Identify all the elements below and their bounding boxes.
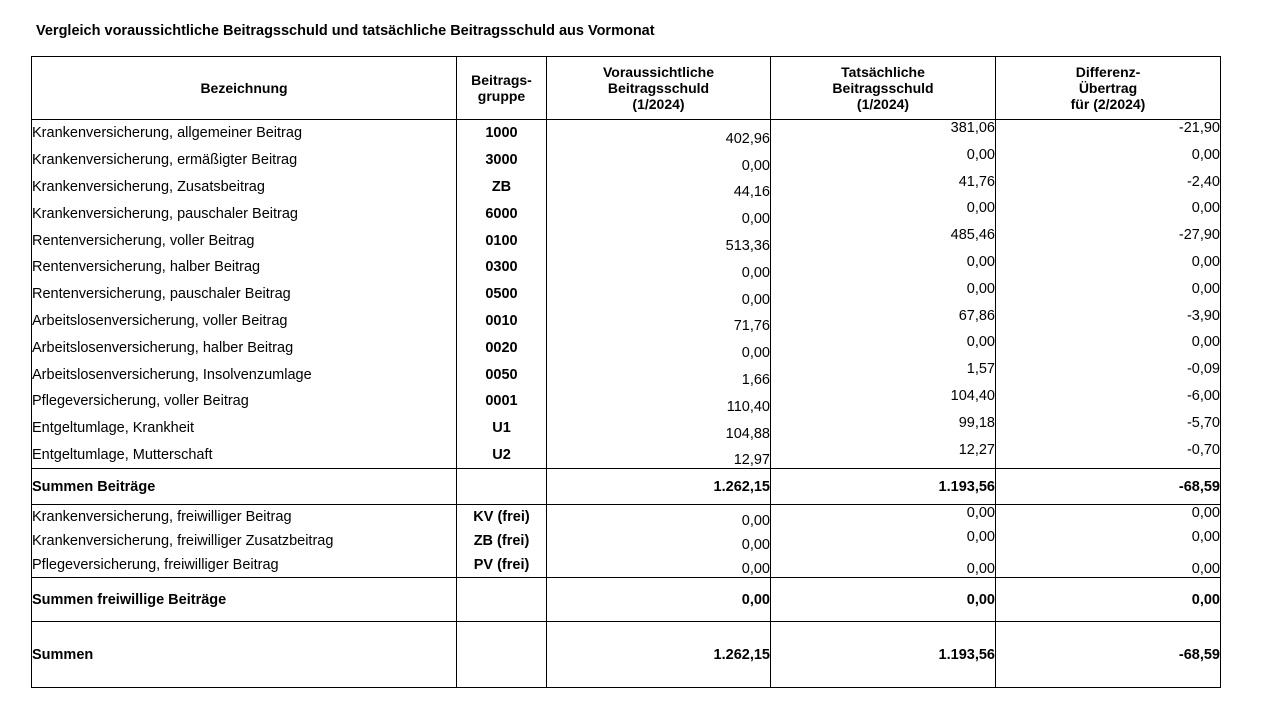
cell-beitragsgruppe: 0300 (457, 254, 547, 281)
cell-tatsaechlich: 381,06 (771, 120, 996, 147)
table-row (32, 174, 1221, 201)
table-row (32, 442, 1221, 469)
cell-differenz: -27,90 (996, 227, 1221, 254)
sum-freiwillig-group (457, 578, 547, 622)
cell-beitragsgruppe: 0100 (457, 227, 547, 254)
cell-voraussichtlich: 0,00 (547, 529, 771, 553)
cell-differenz: -5,70 (996, 415, 1221, 442)
header-differenz-uebertrag: Differenz- Übertrag für (2/2024) (996, 57, 1221, 120)
total-sum-tatsaechlich: 1.193,56 (771, 622, 996, 688)
total-sum-label: Summen (32, 622, 457, 688)
cell-bezeichnung: Entgeltumlage, Krankheit (32, 415, 457, 442)
cell-tatsaechlich: 0,00 (771, 147, 996, 174)
cell-bezeichnung: Krankenversicherung, allgemeiner Beitrag (32, 120, 457, 147)
cell-tatsaechlich: 0,00 (771, 553, 996, 578)
cell-bezeichnung: Krankenversicherung, Zusatsbeitrag (32, 174, 457, 201)
cell-voraussichtlich: 0,00 (547, 334, 771, 361)
cell-voraussichtlich: 513,36 (547, 227, 771, 254)
cell-beitragsgruppe: ZB (457, 174, 547, 201)
cell-bezeichnung: Pflegeversicherung, voller Beitrag (32, 388, 457, 415)
sum-beitraege-voraussichtlich: 1.262,15 (547, 469, 771, 505)
cell-tatsaechlich: 0,00 (771, 254, 996, 281)
sum-beitraege-row (32, 469, 1221, 505)
cell-voraussichtlich: 402,96 (547, 120, 771, 147)
cell-differenz: 0,00 (996, 334, 1221, 361)
sum-beitraege-tatsaechlich: 1.193,56 (771, 469, 996, 505)
table-row-freiwillig (32, 553, 1221, 578)
table-row (32, 200, 1221, 227)
cell-voraussichtlich: 0,00 (547, 553, 771, 578)
cell-bezeichnung: Arbeitslosenversicherung, Insolvenzumlage (32, 361, 457, 388)
cell-voraussichtlich: 0,00 (547, 505, 771, 530)
cell-tatsaechlich: 104,40 (771, 388, 996, 415)
cell-tatsaechlich: 1,57 (771, 361, 996, 388)
cell-bezeichnung: Krankenversicherung, pauschaler Beitrag (32, 200, 457, 227)
cell-beitragsgruppe: 6000 (457, 200, 547, 227)
cell-voraussichtlich: 71,76 (547, 308, 771, 335)
total-sum-row (32, 622, 1221, 688)
cell-tatsaechlich: 0,00 (771, 505, 996, 530)
cell-bezeichnung: Rentenversicherung, halber Beitrag (32, 254, 457, 281)
header-beitragsgruppe: Beitrags- gruppe (457, 57, 547, 120)
table-row (32, 415, 1221, 442)
header-tatsaechliche-beitragsschuld: Tatsächliche Beitragsschuld (1/2024) (771, 57, 996, 120)
cell-beitragsgruppe: KV (frei) (457, 505, 547, 530)
cell-differenz: 0,00 (996, 147, 1221, 174)
table-row (32, 254, 1221, 281)
cell-differenz: -0,70 (996, 442, 1221, 469)
cell-voraussichtlich: 110,40 (547, 388, 771, 415)
cell-tatsaechlich: 67,86 (771, 308, 996, 335)
cell-differenz: -0,09 (996, 361, 1221, 388)
cell-bezeichnung: Arbeitslosenversicherung, voller Beitrag (32, 308, 457, 335)
cell-tatsaechlich: 99,18 (771, 415, 996, 442)
cell-bezeichnung: Entgeltumlage, Mutterschaft (32, 442, 457, 469)
cell-differenz: 0,00 (996, 200, 1221, 227)
table-row (32, 281, 1221, 308)
cell-beitragsgruppe: 0050 (457, 361, 547, 388)
cell-beitragsgruppe: 0010 (457, 308, 547, 335)
cell-tatsaechlich: 12,27 (771, 442, 996, 469)
sum-beitraege-differenz: -68,59 (996, 469, 1221, 505)
sum-freiwillig-tatsaechlich: 0,00 (771, 578, 996, 622)
table-row (32, 308, 1221, 335)
cell-differenz: 0,00 (996, 529, 1221, 553)
cell-differenz: 0,00 (996, 553, 1221, 578)
cell-bezeichnung: Pflegeversicherung, freiwilliger Beitrag (32, 553, 457, 578)
cell-beitragsgruppe: ZB (frei) (457, 529, 547, 553)
cell-tatsaechlich: 0,00 (771, 200, 996, 227)
sum-freiwillig-row (32, 578, 1221, 622)
table-header-row (32, 57, 1221, 120)
contribution-comparison-table (31, 56, 1221, 688)
cell-bezeichnung: Krankenversicherung, freiwilliger Zusatzbeitrag (32, 529, 457, 553)
table-row (32, 388, 1221, 415)
cell-bezeichnung: Krankenversicherung, freiwilliger Beitrag (32, 505, 457, 530)
sum-beitraege-label: Summen Beiträge (32, 469, 457, 505)
cell-tatsaechlich: 0,00 (771, 529, 996, 553)
cell-beitragsgruppe: U1 (457, 415, 547, 442)
header-bezeichnung: Bezeichnung (32, 57, 457, 120)
table-row (32, 120, 1221, 147)
cell-differenz: -21,90 (996, 120, 1221, 147)
table-row-freiwillig (32, 505, 1221, 530)
cell-bezeichnung: Rentenversicherung, pauschaler Beitrag (32, 281, 457, 308)
cell-voraussichtlich: 0,00 (547, 200, 771, 227)
table-row (32, 147, 1221, 174)
cell-voraussichtlich: 0,00 (547, 281, 771, 308)
header-voraussichtliche-beitragsschuld: Voraussichtliche Beitragsschuld (1/2024) (547, 57, 771, 120)
cell-beitragsgruppe: 0001 (457, 388, 547, 415)
cell-voraussichtlich: 1,66 (547, 361, 771, 388)
cell-differenz: 0,00 (996, 281, 1221, 308)
cell-tatsaechlich: 485,46 (771, 227, 996, 254)
cell-differenz: -3,90 (996, 308, 1221, 335)
cell-beitragsgruppe: PV (frei) (457, 553, 547, 578)
cell-voraussichtlich: 44,16 (547, 174, 771, 201)
cell-voraussichtlich: 12,97 (547, 442, 771, 469)
cell-tatsaechlich: 0,00 (771, 281, 996, 308)
sum-freiwillig-differenz: 0,00 (996, 578, 1221, 622)
table-row (32, 227, 1221, 254)
table-row (32, 334, 1221, 361)
cell-beitragsgruppe: U2 (457, 442, 547, 469)
sum-freiwillig-voraussichtlich: 0,00 (547, 578, 771, 622)
cell-differenz: 0,00 (996, 505, 1221, 530)
cell-differenz: 0,00 (996, 254, 1221, 281)
sum-freiwillig-label: Summen freiwillige Beiträge (32, 578, 457, 622)
cell-voraussichtlich: 104,88 (547, 415, 771, 442)
cell-beitragsgruppe: 0020 (457, 334, 547, 361)
table-row (32, 361, 1221, 388)
table-row-freiwillig (32, 529, 1221, 553)
total-sum-group (457, 622, 547, 688)
cell-bezeichnung: Krankenversicherung, ermäßigter Beitrag (32, 147, 457, 174)
total-sum-voraussichtlich: 1.262,15 (547, 622, 771, 688)
cell-voraussichtlich: 0,00 (547, 254, 771, 281)
cell-tatsaechlich: 41,76 (771, 174, 996, 201)
cell-bezeichnung: Rentenversicherung, voller Beitrag (32, 227, 457, 254)
sum-beitraege-group (457, 469, 547, 505)
cell-beitragsgruppe: 0500 (457, 281, 547, 308)
cell-tatsaechlich: 0,00 (771, 334, 996, 361)
cell-beitragsgruppe: 3000 (457, 147, 547, 174)
cell-differenz: -2,40 (996, 174, 1221, 201)
total-sum-differenz: -68,59 (996, 622, 1221, 688)
cell-voraussichtlich: 0,00 (547, 147, 771, 174)
cell-differenz: -6,00 (996, 388, 1221, 415)
cell-beitragsgruppe: 1000 (457, 120, 547, 147)
cell-bezeichnung: Arbeitslosenversicherung, halber Beitrag (32, 334, 457, 361)
page-title: Vergleich voraussichtliche Beitragsschuld und tatsächliche Beitragsschuld aus Vormonat (36, 23, 655, 39)
